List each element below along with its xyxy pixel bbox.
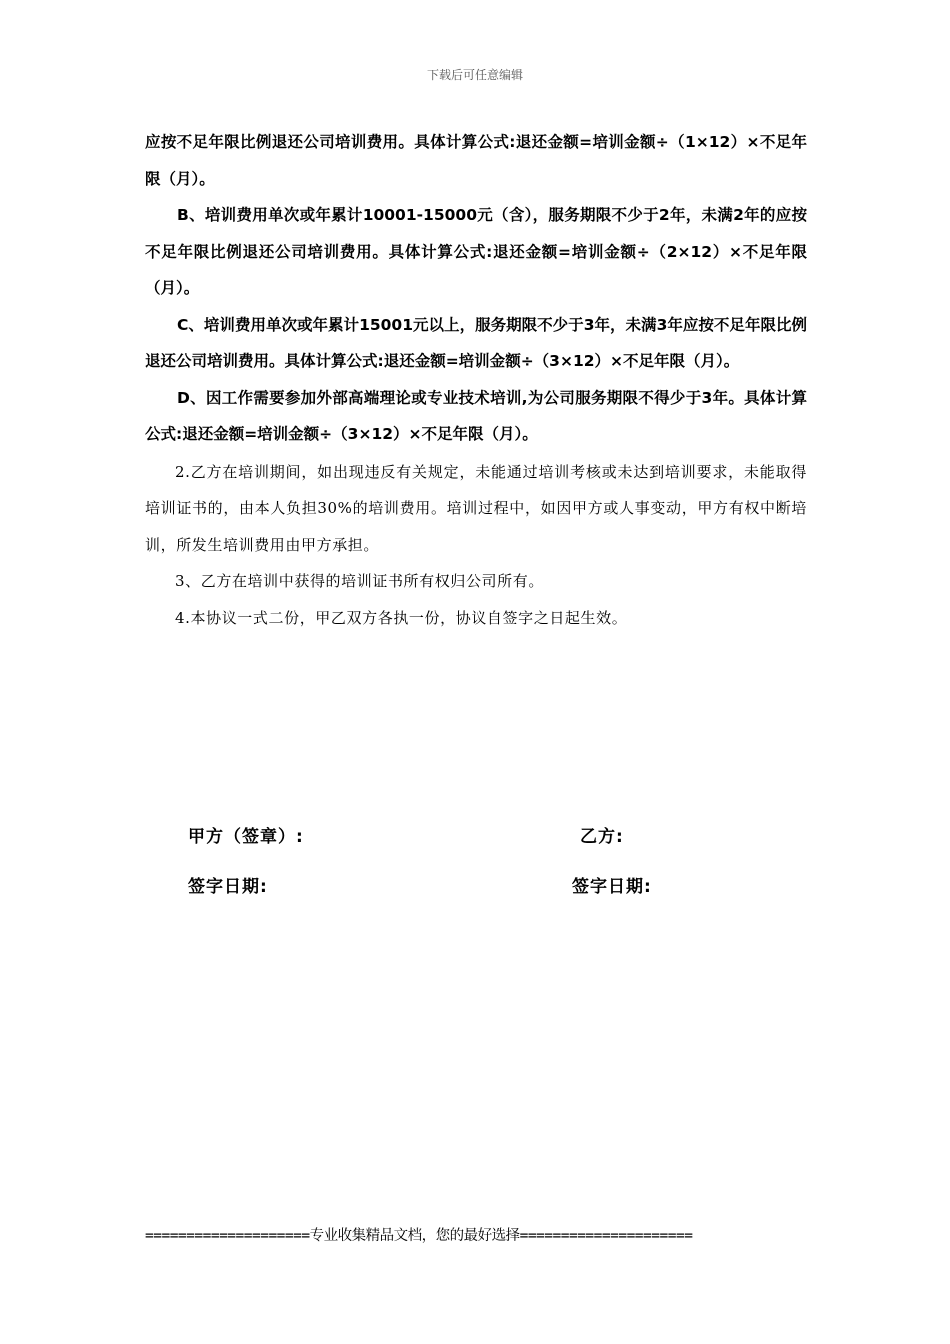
party-b-date-label: 签字日期: bbox=[572, 877, 652, 897]
bold-clauses bbox=[145, 124, 807, 453]
clause-3: 3、乙方在培训中获得的培训证书所有权归公司所有。 bbox=[175, 572, 544, 590]
page-header-watermark: 下载后可任意编辑 bbox=[426, 68, 523, 82]
clause-d: D、因工作需要参加外部高端理论或专业技术培训,为公司服务期限不得少于3年。具体计算公式:退还金额=培训金额÷（3×12）×不足年限（月）。 bbox=[145, 388, 807, 443]
document-body bbox=[145, 124, 807, 636]
clause-4: 4.本协议一式二份，甲乙双方各执一份，协议自签字之日起生效。 bbox=[175, 608, 628, 627]
clause-c: C、培训费用单次或年累计15001元以上，服务期限不少于3年，未满3年应按不足年限比例退还公司培训费用。具体计算公式:退还金额=培训金额÷（3×12）×不足年限（月）。 bbox=[145, 315, 807, 370]
clause-2: 2.乙方在培训期间，如出现违反有关规定，未能通过培训考核或未达到培训要求，未能取得培训证书的，由本人负担30%的培训费用。培训过程中，如因甲方或人事变动，甲方有权中断培训，所发生培训费用由甲方承担。 bbox=[145, 462, 807, 554]
normal-clauses bbox=[145, 454, 807, 637]
clause-a-continuation: 应按不足年限比例退还公司培训费用。具体计算公式:退还金额=培训金额÷（1×12）×不足年限（月）。 bbox=[145, 133, 807, 188]
clause-b: B、培训费用单次或年累计10001-15000元（含），服务期限不少于2年，未满2年的应按不足年限比例退还公司培训费用。具体计算公式:退还金额=培训金额÷（2×12）×不足年限（月）。 bbox=[145, 206, 807, 297]
party-a-signature-label: 甲方（签章）: bbox=[188, 827, 304, 847]
party-a-date-label: 签字日期: bbox=[188, 877, 268, 897]
party-b-signature-label: 乙方: bbox=[580, 827, 624, 847]
page-footer: ====================专业收集精品文档，您的最好选择===================== bbox=[145, 1228, 693, 1244]
